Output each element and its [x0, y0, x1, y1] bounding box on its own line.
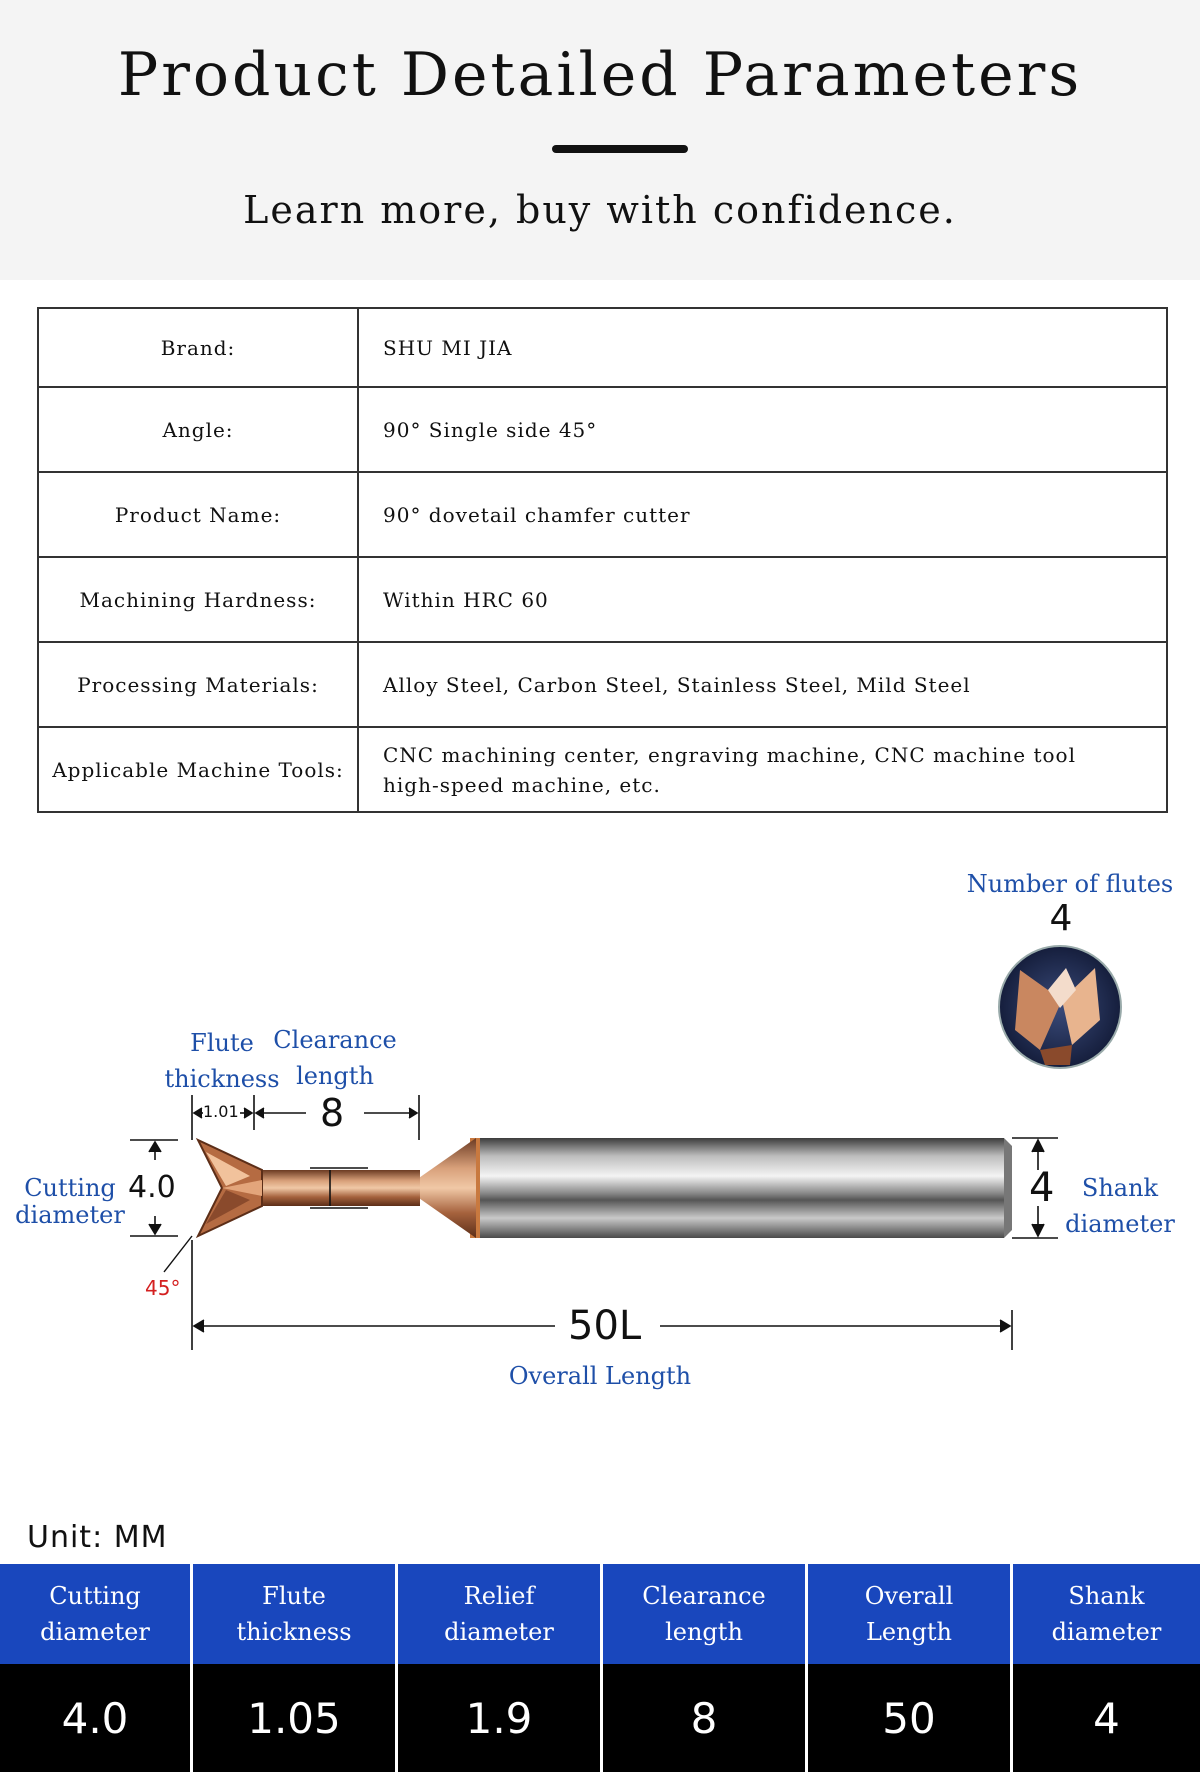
- param-value: Alloy Steel, Carbon Steel, Stainless Steel, Mild Steel: [358, 642, 1167, 727]
- param-label: Angle:: [38, 387, 358, 472]
- spec-column: [0, 1564, 193, 1772]
- flute-thickness-label: Flute thickness: [164, 1029, 280, 1093]
- angle-value: 45°: [145, 1276, 181, 1300]
- clearance-length-value: 8: [320, 1091, 345, 1135]
- page-subtitle: Learn more, buy with confidence.: [243, 188, 957, 232]
- param-value: [358, 727, 1167, 812]
- param-label: Processing Materials:: [38, 642, 358, 727]
- overall-length-label: Overall Length: [508, 1362, 692, 1390]
- table-row: [38, 557, 1167, 642]
- clearance-length-label: Clearance length: [273, 1026, 397, 1090]
- param-label: Brand:: [38, 308, 358, 387]
- table-row: [38, 308, 1167, 387]
- cutting-diameter-label: Cutting diameter: [15, 1174, 125, 1229]
- overall-length-value: 50L: [568, 1303, 642, 1349]
- page-title: Product Detailed Parameters: [117, 40, 1083, 110]
- parameters-table: [37, 307, 1168, 813]
- spec-column: [808, 1564, 1013, 1772]
- table-row: [38, 472, 1167, 557]
- flute-thickness-value: 1.01: [203, 1102, 239, 1121]
- flutes-value: 4: [1049, 898, 1073, 939]
- param-label: Applicable Machine Tools:: [38, 727, 358, 812]
- shank-diameter-label: Shank diameter: [1065, 1174, 1175, 1238]
- param-value: 90° Single side 45°: [358, 387, 1167, 472]
- cutting-diameter-value: 4.0: [128, 1170, 176, 1205]
- param-value: SHU MI JIA: [358, 308, 1167, 387]
- spec-value: 1.05: [193, 1664, 395, 1772]
- spec-value: 1.9: [398, 1664, 600, 1772]
- spec-value: 50: [808, 1664, 1010, 1772]
- flutes-thumbnail: [999, 946, 1121, 1068]
- shank-chamfer: [1004, 1138, 1012, 1238]
- spec-header: Flute thickness: [193, 1564, 395, 1664]
- table-row: [38, 642, 1167, 727]
- spec-header: Shank diameter: [1013, 1564, 1200, 1664]
- param-label: Machining Hardness:: [38, 557, 358, 642]
- spec-column: [193, 1564, 398, 1772]
- page-header: [0, 0, 1200, 280]
- param-value: Within HRC 60: [358, 557, 1167, 642]
- spec-header: Clearance length: [603, 1564, 805, 1664]
- spec-header: Relief diameter: [398, 1564, 600, 1664]
- spec-header: Overall Length: [808, 1564, 1010, 1664]
- spec-header: Cutting diameter: [0, 1564, 190, 1664]
- angle-mark: [164, 1236, 192, 1272]
- unit-label: Unit: MM: [27, 1520, 168, 1555]
- spec-column: [603, 1564, 808, 1772]
- flutes-label: Number of flutes: [966, 870, 1174, 898]
- shank-diameter-value: 4: [1029, 1165, 1055, 1211]
- param-value: 90° dovetail chamfer cutter: [358, 472, 1167, 557]
- shank-body: [476, 1138, 1004, 1238]
- spec-column: [1013, 1564, 1200, 1772]
- param-value-line: CNC machining center, engraving machine, CNC machine tool: [383, 742, 1076, 767]
- spec-value: 4.0: [0, 1664, 190, 1772]
- spec-column: [398, 1564, 603, 1772]
- param-label: Product Name:: [38, 472, 358, 557]
- table-row: [38, 387, 1167, 472]
- param-value-line: high-speed machine, etc.: [383, 772, 661, 797]
- cutter-diagram: [0, 840, 1200, 1400]
- cutter-neck: [245, 1170, 420, 1206]
- spec-table: [0, 1564, 1200, 1772]
- table-row: [38, 727, 1167, 812]
- cutter-taper: [416, 1138, 476, 1238]
- title-underline: [552, 145, 688, 153]
- spec-value: 4: [1013, 1664, 1200, 1772]
- spec-value: 8: [603, 1664, 805, 1772]
